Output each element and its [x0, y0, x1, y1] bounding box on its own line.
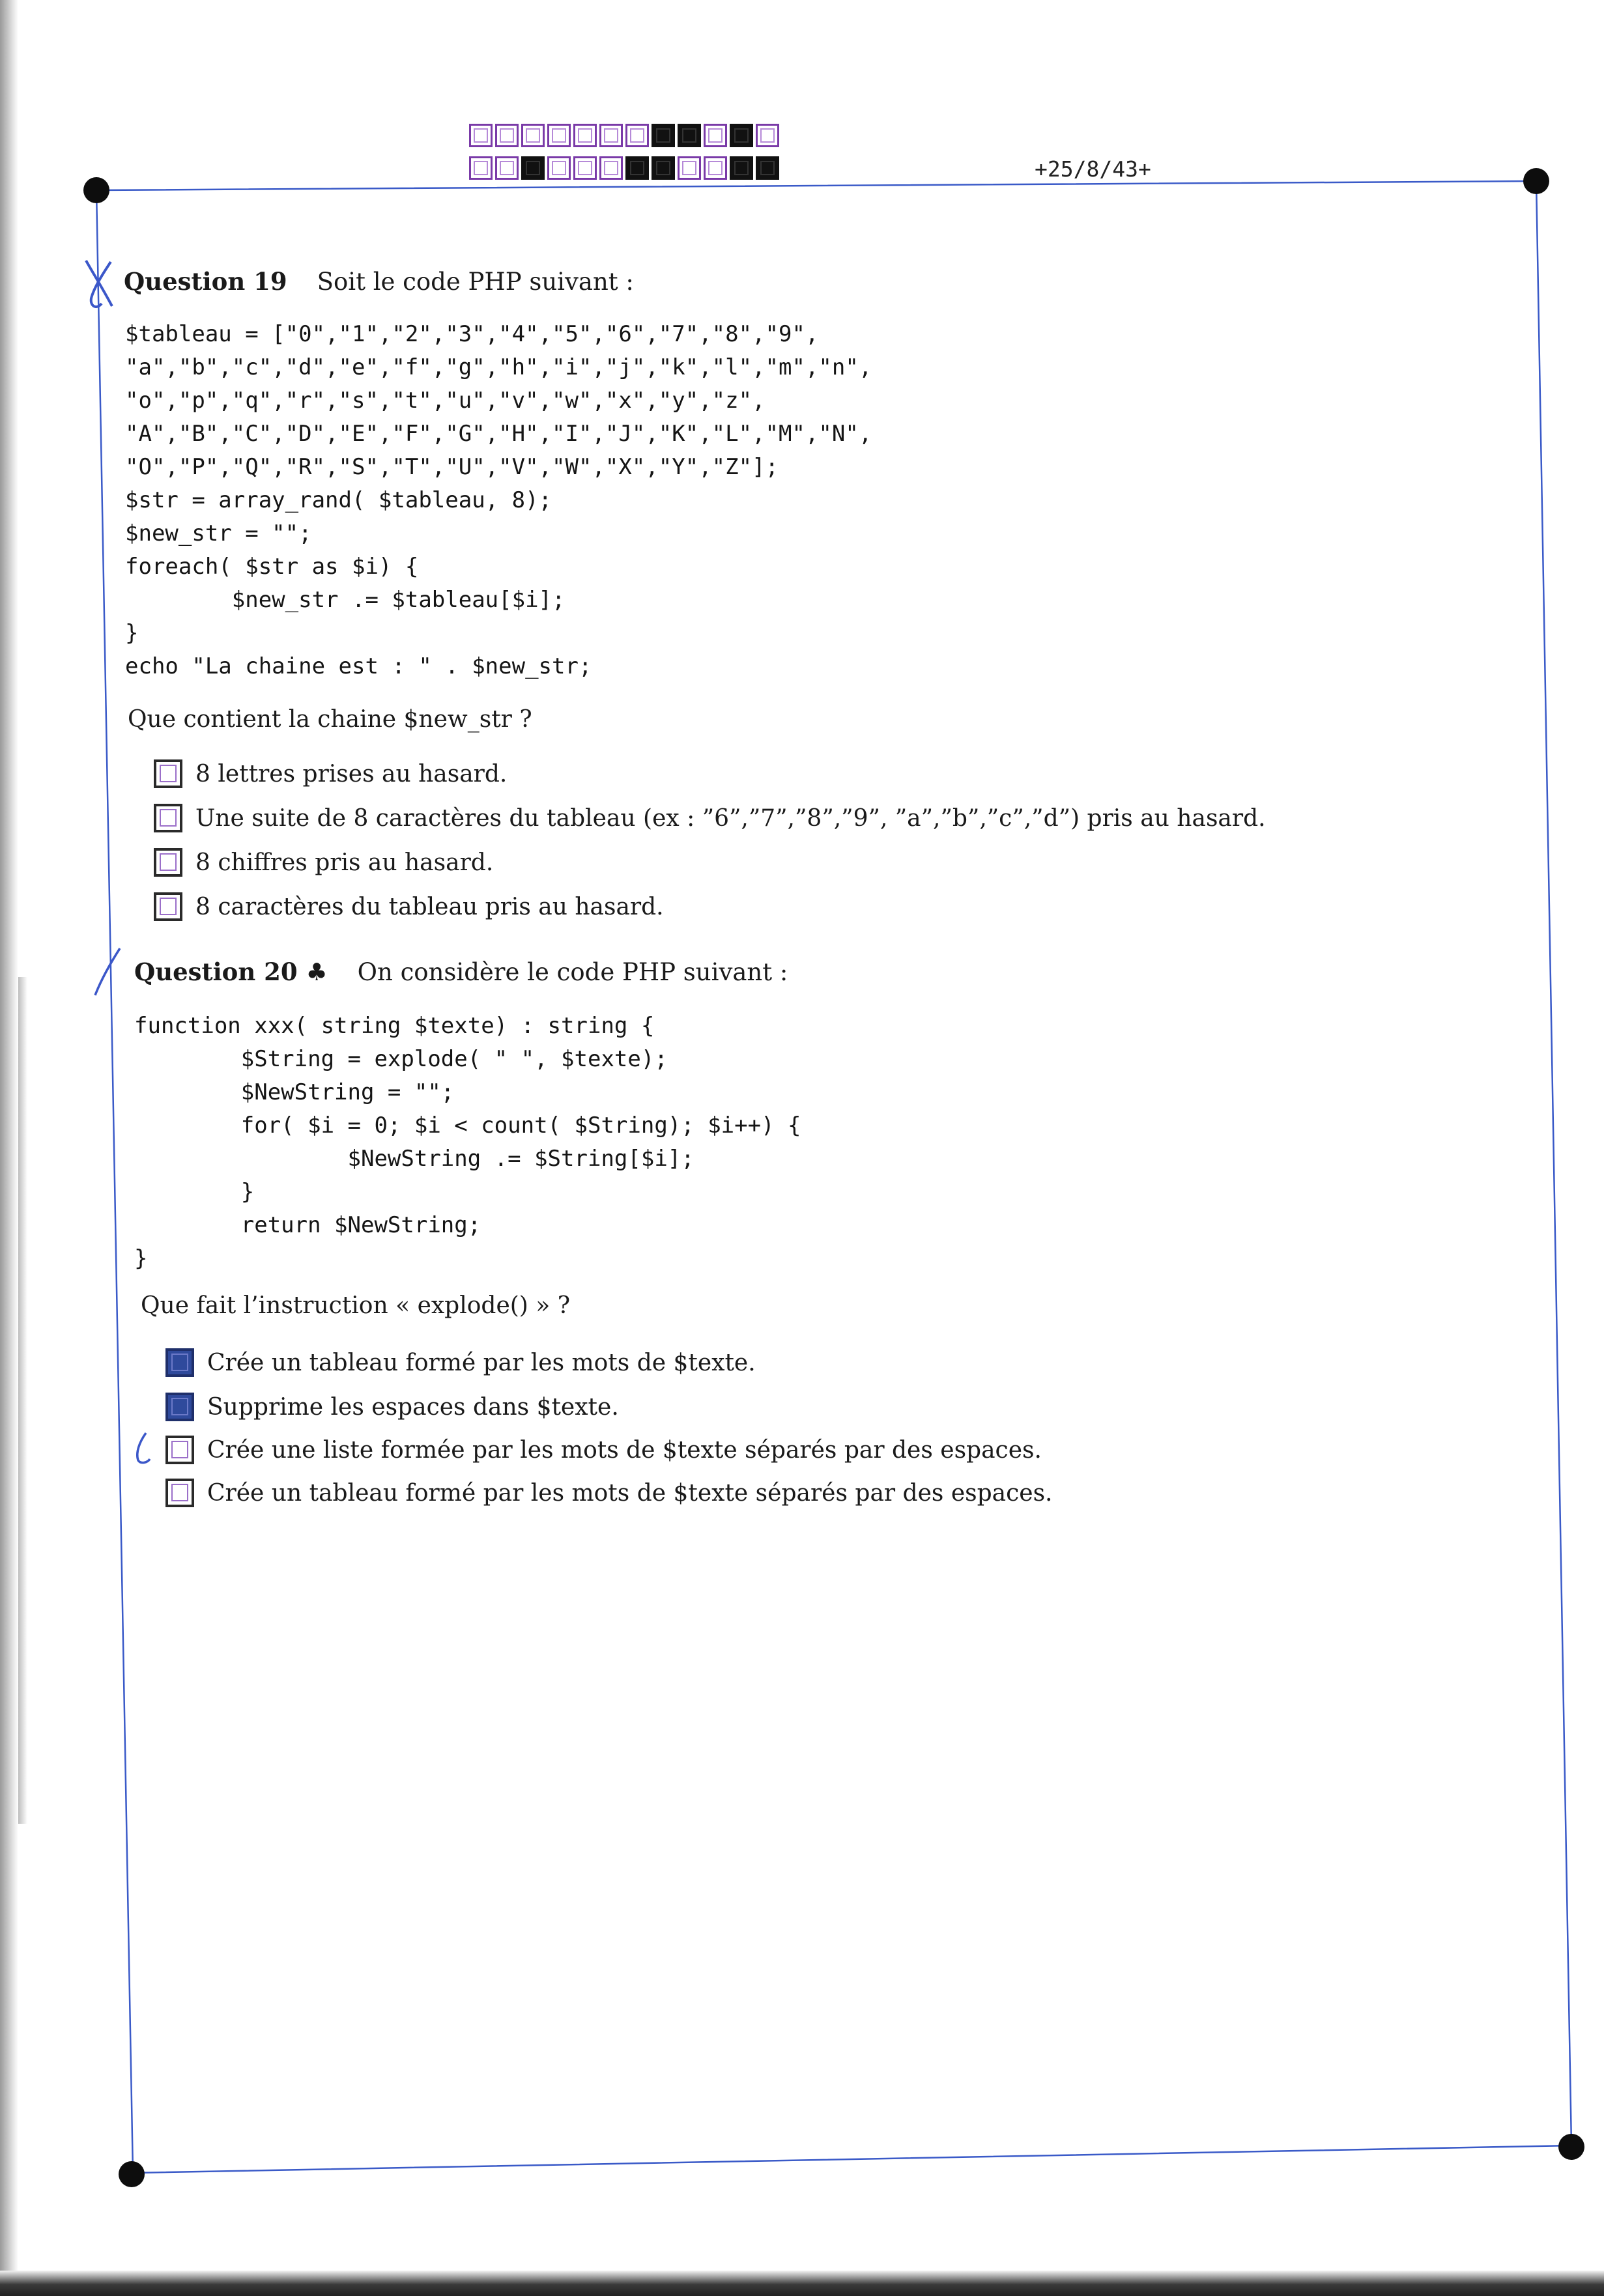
barcode-cell: [521, 156, 545, 180]
corner-marker-bottom-right: [1558, 2134, 1584, 2160]
barcode-row-1: [469, 124, 782, 147]
q20-choice-2[interactable]: [165, 1393, 619, 1421]
q19-choice-1[interactable]: [154, 759, 507, 788]
q20-choice-1-label: Crée un tableau formé par les mots de $texte.: [207, 1349, 756, 1376]
barcode-cell: [599, 124, 623, 147]
question-19-code: $tableau = ["0","1","2","3","4","5","6","7","8","9", "a","b","c","d","e","f","g","h","i","j","k","l","m","n", "o","p","q","r","s","t","u","v","w","x","y","z", "A","B","C","D","E","F","G","H","I","J","K","L","M","N", "O","P","Q","R","S","T","U","V","W","X","Y","Z"]; $str = array_rand( $tableau, 8); $new_str = ""; foreach( $str as $i) { $new_str .= $tableau[$i]; } echo "La chaine est : " . $new_str;: [125, 321, 872, 679]
q20-checkbox-4[interactable]: [165, 1479, 194, 1507]
pen-slash-mark-q20: [91, 946, 124, 998]
barcode-cell: [521, 124, 545, 147]
q20-choice-3[interactable]: [165, 1436, 1042, 1464]
q19-choice-4-label: 8 caractères du tableau pris au hasard.: [195, 893, 664, 920]
question-20-prompt: Que fait l’instruction « explode() » ?: [141, 1292, 571, 1319]
barcode-cell: [652, 156, 675, 180]
question-20-code: function xxx( string $texte) : string { $String = explode( " ", $texte); $NewString = ""; for( $i = 0; $i < count( $String); $i++) { $NewString .= $String[$i]; } return $NewString; }: [134, 1013, 801, 1271]
q19-choice-2-label: Une suite de 8 caractères du tableau (ex : ”6”,”7”,”8”,”9”, ”a”,”b”,”c”,”d”) pris au hasard.: [195, 804, 1266, 832]
barcode-cell: [469, 156, 493, 180]
corner-marker-top-right: [1523, 168, 1549, 194]
pen-x-mark-q19: [82, 258, 119, 311]
question-19-prompt: Que contient la chaine $new_str ?: [128, 706, 532, 733]
pen-correction-mark-q20: [133, 1430, 159, 1466]
barcode-cell: [704, 156, 727, 180]
q20-checkbox-2[interactable]: [165, 1393, 194, 1421]
question-19-intro: Soit le code PHP suivant :: [317, 268, 634, 296]
barcode-cell: [625, 156, 649, 180]
corner-marker-bottom-left: [119, 2161, 145, 2187]
barcode-cell: [756, 124, 779, 147]
barcode-cell: [573, 124, 597, 147]
q20-choice-4-label: Crée un tableau formé par les mots de $texte séparés par des espaces.: [207, 1479, 1053, 1507]
q19-choice-3-label: 8 chiffres pris au hasard.: [195, 849, 494, 876]
q20-choice-1[interactable]: [165, 1348, 756, 1377]
question-20-title: [134, 957, 788, 986]
page-id: +25/8/43+: [1035, 156, 1151, 182]
q19-checkbox-3[interactable]: [154, 848, 182, 877]
barcode-cell: [599, 156, 623, 180]
barcode-cell: [730, 156, 753, 180]
q19-choice-2[interactable]: [154, 804, 1266, 832]
barcode-cell: [652, 124, 675, 147]
barcode-cell: [547, 124, 571, 147]
q20-choice-4[interactable]: [165, 1479, 1053, 1507]
q19-checkbox-2[interactable]: [154, 804, 182, 832]
question-20-number: Question 20 ♣: [134, 957, 328, 986]
q19-checkbox-4[interactable]: [154, 892, 182, 921]
barcode-cell: [547, 156, 571, 180]
barcode-row-2: [469, 156, 782, 180]
q19-choice-1-label: 8 lettres prises au hasard.: [195, 760, 508, 787]
q19-checkbox-1[interactable]: [154, 759, 182, 788]
question-19-title: [124, 267, 634, 296]
corner-marker-top-left: [83, 177, 109, 203]
question-19-number: Question 19: [124, 267, 287, 296]
q20-choice-3-label: Crée une liste formée par les mots de $texte séparés par des espaces.: [207, 1436, 1042, 1464]
barcode-cell: [625, 124, 649, 147]
barcode-cell: [495, 124, 519, 147]
barcode-cell: [495, 156, 519, 180]
q19-choice-3[interactable]: [154, 848, 493, 877]
barcode-cell: [678, 156, 701, 180]
q19-choice-4[interactable]: [154, 892, 664, 921]
barcode-cell: [573, 156, 597, 180]
barcode-cell: [730, 124, 753, 147]
barcode-cell: [756, 156, 779, 180]
barcode-cell: [469, 124, 493, 147]
q20-choice-2-label: Supprime les espaces dans $texte.: [207, 1393, 619, 1421]
q20-checkbox-3[interactable]: [165, 1436, 194, 1464]
question-20-intro: On considère le code PHP suivant :: [357, 958, 788, 986]
q20-checkbox-1[interactable]: [165, 1348, 194, 1377]
barcode-cell: [704, 124, 727, 147]
barcode-cell: [678, 124, 701, 147]
